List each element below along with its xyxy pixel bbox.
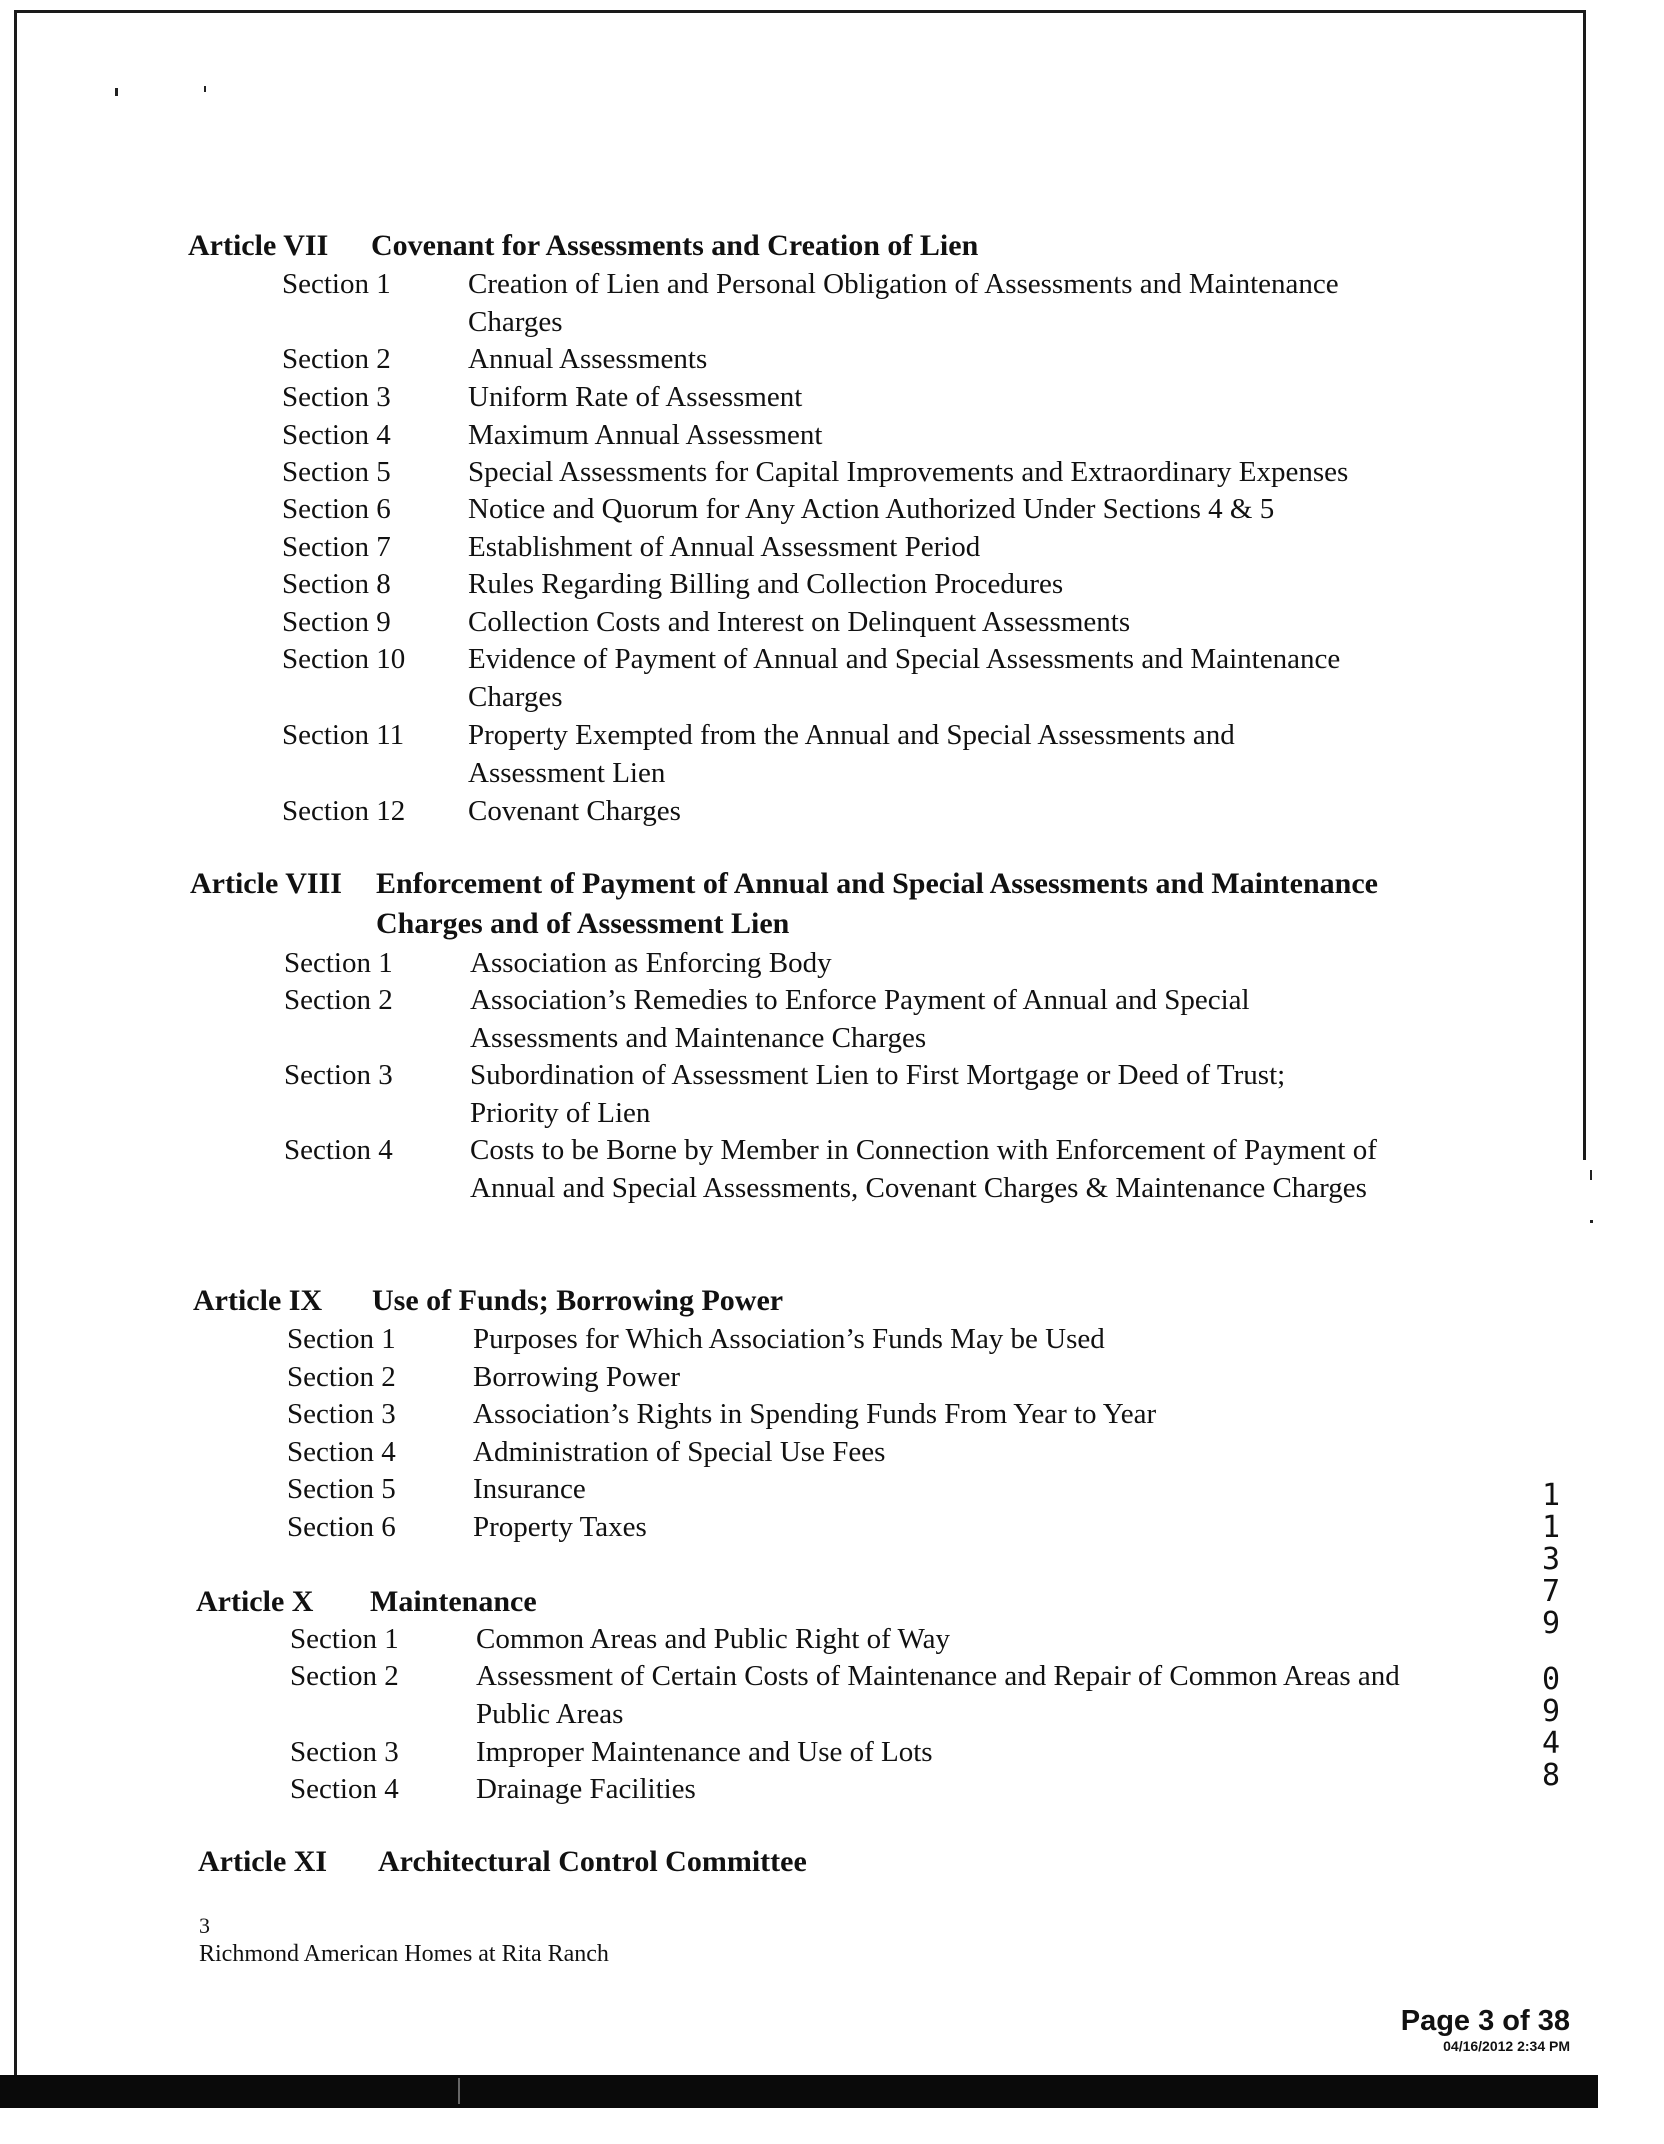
section-label: Section 2 [290, 1660, 399, 1692]
section-label: Section 8 [282, 568, 391, 600]
stamp-digit: 7 [1541, 1574, 1561, 1609]
section-label: Section 5 [287, 1473, 396, 1505]
stamp-digit: 1 [1541, 1510, 1561, 1545]
section-label: Section 4 [284, 1134, 393, 1166]
scan-bottom-bar [0, 2075, 1598, 2108]
article-number: Article IX [193, 1284, 323, 1317]
stamp-digit: 9 [1541, 1694, 1561, 1729]
section-title: Administration of Special Use Fees [473, 1436, 886, 1468]
stamp-digit: 8 [1541, 1758, 1561, 1793]
scan-speck [204, 86, 206, 92]
scan-speck [115, 88, 118, 96]
section-label: Section 1 [284, 947, 393, 979]
stamp-digit: 3 [1541, 1542, 1561, 1577]
article-title: Architectural Control Committee [378, 1845, 807, 1878]
section-label: Section 12 [282, 795, 406, 827]
article-title: Use of Funds; Borrowing Power [372, 1284, 784, 1317]
section-label: Section 6 [282, 493, 391, 525]
article-number: Article X [196, 1585, 314, 1618]
footer-page-number: 3 [199, 1913, 210, 1938]
section-label: Section 1 [290, 1623, 399, 1655]
section-label: Section 11 [282, 719, 405, 751]
section-title: Notice and Quorum for Any Action Authorized Under Sections 4 & 5 [468, 493, 1275, 525]
article-title: Enforcement of Payment of Annual and Special Assessments and Maintenance [376, 867, 1378, 900]
recording-number-stamp [1536, 1480, 1566, 1792]
article-number: Article VIII [190, 867, 342, 900]
stamp-digit: 0 [1541, 1662, 1561, 1697]
section-title: Borrowing Power [473, 1361, 681, 1393]
section-title: Drainage Facilities [476, 1773, 696, 1805]
section-label: Section 4 [282, 419, 391, 451]
section-title: Creation of Lien and Personal Obligation of Assessments and Maintenance Charges [468, 268, 1339, 338]
section-label: Section 1 [282, 268, 391, 300]
section-title: Subordination of Assessment Lien to First Mortgage or Deed of Trust; Priority of Lien [470, 1059, 1286, 1129]
section-title: Assessment of Certain Costs of Maintenance and Repair of Common Areas and Public Areas [476, 1660, 1400, 1730]
section-label: Section 4 [287, 1436, 396, 1468]
section-title: Common Areas and Public Right of Way [476, 1623, 950, 1655]
section-title: Insurance [473, 1473, 586, 1505]
scan-speck [1590, 1170, 1592, 1180]
section-label: Section 4 [290, 1773, 399, 1805]
section-title: Purposes for Which Association’s Funds May be Used [473, 1323, 1105, 1355]
article-title: Maintenance [370, 1585, 537, 1618]
scan-speck [1590, 1220, 1593, 1223]
scan-border-right [1583, 10, 1586, 1160]
article-number: Article VII [188, 229, 329, 262]
section-label: Section 7 [282, 531, 391, 563]
section-label: Section 2 [287, 1361, 396, 1393]
section-label: Section 10 [282, 643, 406, 675]
section-label: Section 3 [290, 1736, 399, 1768]
section-title: Association’s Remedies to Enforce Payment of Annual and Special Assessments and Maintenance Charges [470, 984, 1250, 1054]
section-title: Association as Enforcing Body [470, 947, 832, 979]
section-label: Section 2 [282, 343, 391, 375]
section-label: Section 1 [287, 1323, 396, 1355]
stamp-digit: 9 [1541, 1606, 1561, 1641]
page-count-stamp: Page 3 of 38 [1400, 2005, 1570, 2037]
section-title: Collection Costs and Interest on Delinquent Assessments [468, 606, 1131, 638]
section-title: Covenant Charges [468, 795, 681, 827]
section-title: Improper Maintenance and Use of Lots [476, 1736, 933, 1768]
scan-border-top [14, 10, 1586, 13]
section-label: Section 3 [282, 381, 391, 413]
section-title: Special Assessments for Capital Improvements and Extraordinary Expenses [468, 456, 1349, 488]
section-title: Property Taxes [473, 1511, 647, 1543]
scan-border-left [14, 10, 17, 2075]
section-title: Evidence of Payment of Annual and Special Assessments and Maintenance Charges [468, 643, 1341, 713]
stamp-digit: 4 [1541, 1726, 1561, 1761]
page-datetime-stamp: 04/16/2012 2:34 PM [1443, 2038, 1570, 2054]
section-title: Uniform Rate of Assessment [468, 381, 803, 413]
section-title: Association’s Rights in Spending Funds From Year to Year [473, 1398, 1157, 1430]
section-label: Section 2 [284, 984, 393, 1016]
section-label: Section 5 [282, 456, 391, 488]
section-title: Establishment of Annual Assessment Period [468, 531, 981, 563]
stamp-digit: 1 [1541, 1478, 1561, 1513]
section-title: Property Exempted from the Annual and Special Assessments and Assessment Lien [468, 719, 1235, 789]
section-label: Section 6 [287, 1511, 396, 1543]
section-title: Maximum Annual Assessment [468, 419, 823, 451]
section-title: Annual Assessments [468, 343, 708, 375]
section-title: Rules Regarding Billing and Collection Procedures [468, 568, 1064, 600]
article-number: Article XI [198, 1845, 328, 1878]
section-label: Section 3 [287, 1398, 396, 1430]
article-title: Covenant for Assessments and Creation of Lien [371, 229, 979, 262]
section-title: Costs to be Borne by Member in Connection with Enforcement of Payment of Annual and Special Assessments, Covenant Charges & Maintenance Charges [470, 1134, 1377, 1204]
article-title-continued: Charges and of Assessment Lien [376, 907, 790, 940]
section-label: Section 3 [284, 1059, 393, 1091]
section-label: Section 9 [282, 606, 391, 638]
footer-document-title: Richmond American Homes at Rita Ranch [199, 1941, 609, 1967]
